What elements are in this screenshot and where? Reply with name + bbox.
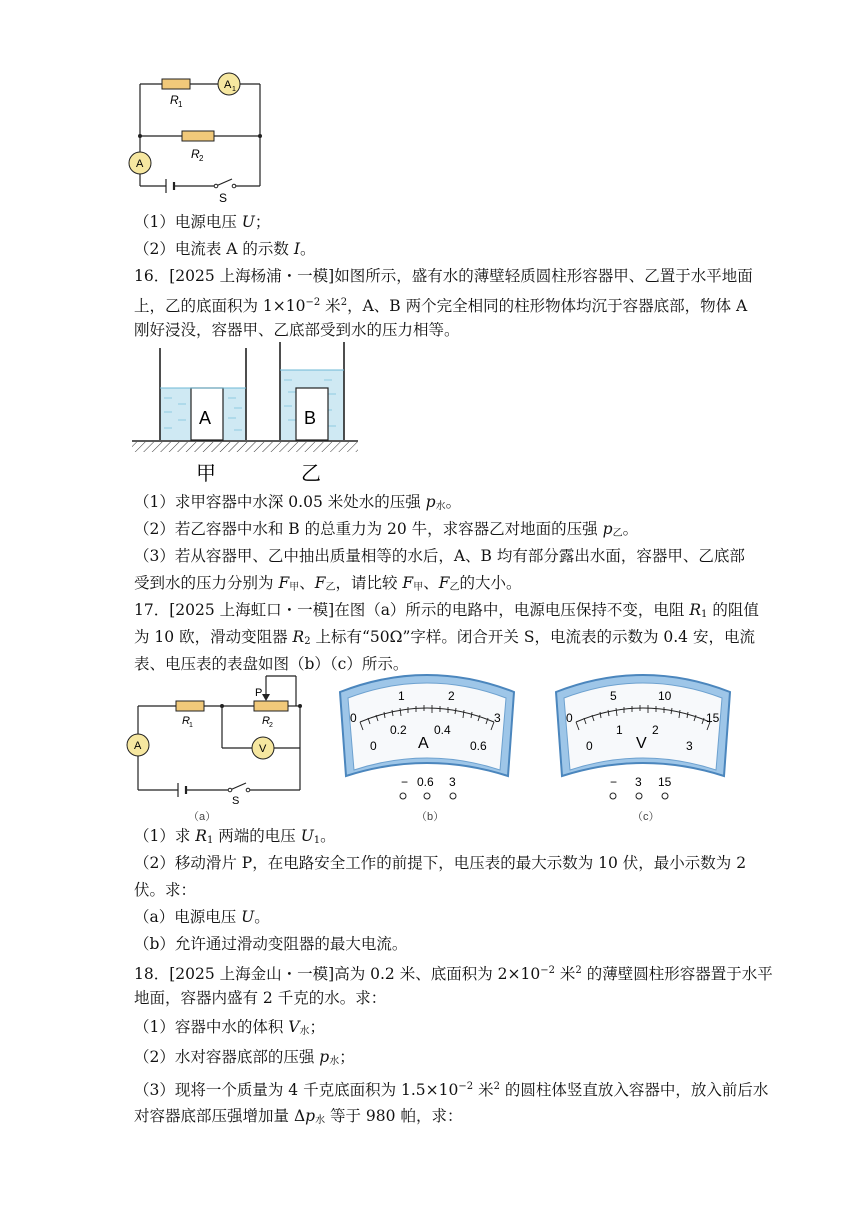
q17-intro-line3: 表、电压表的表盘如图（b）（c）所示。 bbox=[134, 655, 409, 673]
q15-part1: （1）电源电压 U； bbox=[134, 213, 271, 231]
voltmeter-bottom-1: 1 bbox=[616, 723, 623, 737]
circuit-diagram-q15 bbox=[128, 66, 268, 206]
q17-intro-line2: 为 10 欧，滑动变阻器 $R_2$ 上标有“50Ω”字样。闭合开关 S，电流表的示数为 0.4 安，电流 bbox=[134, 628, 755, 647]
q16-intro-line2: 上，乙的底面积为 $1\times 10^{-2}$ 米$^2$，A、B 两个完全相同的柱形物体均沉于容器底部，物体 A bbox=[134, 297, 748, 315]
voltmeter-terminal-3: 3 bbox=[635, 775, 642, 789]
voltmeter-terminal-neg: − bbox=[610, 775, 618, 789]
q17-part2b: （b）允许通过滑动变阻器的最大电流。 bbox=[134, 935, 408, 953]
container-yi-label: 乙 bbox=[301, 463, 321, 485]
circuit-diagram-q17a bbox=[124, 672, 310, 824]
block-b-label: B bbox=[304, 408, 317, 428]
q16-part1: （1）求甲容器中水深 0.05 米处水的压强 $p_水$。 bbox=[134, 493, 462, 512]
ammeter-dial-q17b bbox=[330, 672, 524, 824]
ammeter-terminal-neg: − bbox=[401, 775, 409, 789]
ammeter-bottom-3: 0.6 bbox=[470, 739, 487, 753]
q15-part2: （2）电流表 A 的示数 I。 bbox=[134, 240, 316, 258]
q16-part3-line1: （3）若从容器甲、乙中抽出质量相等的水后，A、B 均有部分露出水面，容器甲、乙底部 bbox=[134, 547, 745, 565]
ammeter-bottom-0: 0 bbox=[370, 739, 377, 753]
q17-part2-line1: （2）移动滑片 P，在电路安全工作的前提下，电压表的最大示数为 10 伏，最小示数为 2 bbox=[134, 854, 747, 872]
container-jia-label: 甲 bbox=[196, 463, 216, 485]
r1-subscript: 1 bbox=[178, 100, 183, 109]
q17-part2-line2: 伏。求： bbox=[134, 881, 197, 899]
voltmeter-bottom-2: 2 bbox=[652, 723, 659, 737]
q17-intro-line1: 17．[2025 上海虹口・一模]在图（a）所示的电路中，电源电压保持不变，电阻 $R_1$ 的阻值 bbox=[134, 601, 759, 620]
q18-part2: （2）水对容器底部的压强 $p_水$； bbox=[134, 1048, 355, 1067]
q16-intro-line3: 刚好浸没，容器甲、乙底部受到水的压力相等。 bbox=[134, 321, 460, 339]
voltmeter-top-15: 15 bbox=[706, 711, 720, 725]
ammeter-unit: A bbox=[418, 735, 429, 752]
q18-part3-line2: 对容器底部压强增加量 $\Delta p_水$ 等于 980 帕，求： bbox=[134, 1107, 463, 1126]
ammeter-top-2: 2 bbox=[448, 689, 455, 703]
q16-part2: （2）若乙容器中水和 B 的总重力为 20 牛，求容器乙对地面的压强 $p_乙$。 bbox=[134, 520, 639, 539]
a1-label: A bbox=[224, 79, 232, 91]
ammeter-bottom-1: 0.2 bbox=[390, 723, 407, 737]
ammeter-bottom-2: 0.4 bbox=[434, 723, 451, 737]
r1-label: R bbox=[170, 93, 179, 107]
r2-subscript: 2 bbox=[199, 154, 204, 163]
voltmeter-top-0: 0 bbox=[566, 711, 573, 725]
ammeter-label-q17: A bbox=[134, 740, 142, 752]
voltmeter-bottom-3: 3 bbox=[686, 739, 693, 753]
ammeter-top-0: 0 bbox=[350, 711, 357, 725]
ammeter-terminal-06: 0.6 bbox=[417, 775, 434, 789]
switch-s-label: S bbox=[219, 191, 228, 205]
ammeter-a-label: A bbox=[136, 158, 144, 170]
voltmeter-top-5: 5 bbox=[610, 689, 617, 703]
voltmeter-bottom-0: 0 bbox=[586, 739, 593, 753]
ammeter-terminal-3: 3 bbox=[449, 775, 456, 789]
slider-p-label: P bbox=[255, 687, 263, 699]
q18-part1: （1）容器中水的体积 $V_水$； bbox=[134, 1018, 326, 1037]
q18-intro-line1: 18．[2025 上海金山・一模]高为 0.2 米、底面积为 $2\times 10^{-2}$ 米$^2$ 的薄壁圆柱形容器置于水平 bbox=[134, 965, 773, 983]
caption-a: （a） bbox=[188, 811, 217, 823]
caption-b: （b） bbox=[416, 811, 445, 823]
q17-part1: （1）求 $R_1$ 两端的电压 $U_1$。 bbox=[134, 827, 336, 846]
r2-label-q17: R bbox=[262, 715, 270, 727]
voltmeter-label-q17: V bbox=[259, 743, 267, 755]
containers-diagram-q16 bbox=[128, 340, 363, 488]
r2-label: R bbox=[191, 147, 200, 161]
voltmeter-terminal-15: 15 bbox=[658, 775, 672, 789]
a1-subscript: 1 bbox=[232, 86, 236, 93]
q16-part3-line2: 受到水的压力分别为 $F_甲$、$F_乙$，请比较 $F_甲$、$F_乙$的大小。 bbox=[134, 574, 522, 593]
ammeter-top-1: 1 bbox=[398, 689, 405, 703]
r1-label-q17: R bbox=[182, 715, 190, 727]
block-a-label: A bbox=[199, 408, 212, 428]
voltmeter-dial-q17c bbox=[546, 672, 740, 824]
switch-label-q17: S bbox=[232, 795, 240, 807]
voltmeter-top-10: 10 bbox=[658, 689, 672, 703]
caption-c: （c） bbox=[632, 811, 660, 823]
q17-part2a: （a）电源电压 U。 bbox=[134, 908, 270, 926]
q16-intro-line1: 16．[2025 上海杨浦・一模]如图所示，盛有水的薄壁轻质圆柱形容器甲、乙置于水平地面 bbox=[134, 267, 753, 285]
voltmeter-unit: V bbox=[636, 735, 647, 752]
q18-part3-line1: （3）现将一个质量为 4 千克底面积为 $1.5\times 10^{-2}$ 米$^2$ 的圆柱体竖直放入容器中，放入前后水 bbox=[134, 1081, 769, 1099]
r2-sub-q17: 2 bbox=[269, 722, 273, 729]
r1-sub-q17: 1 bbox=[189, 722, 193, 729]
q18-intro-line2: 地面，容器内盛有 2 千克的水。求： bbox=[134, 989, 387, 1007]
ammeter-top-3: 3 bbox=[494, 711, 501, 725]
